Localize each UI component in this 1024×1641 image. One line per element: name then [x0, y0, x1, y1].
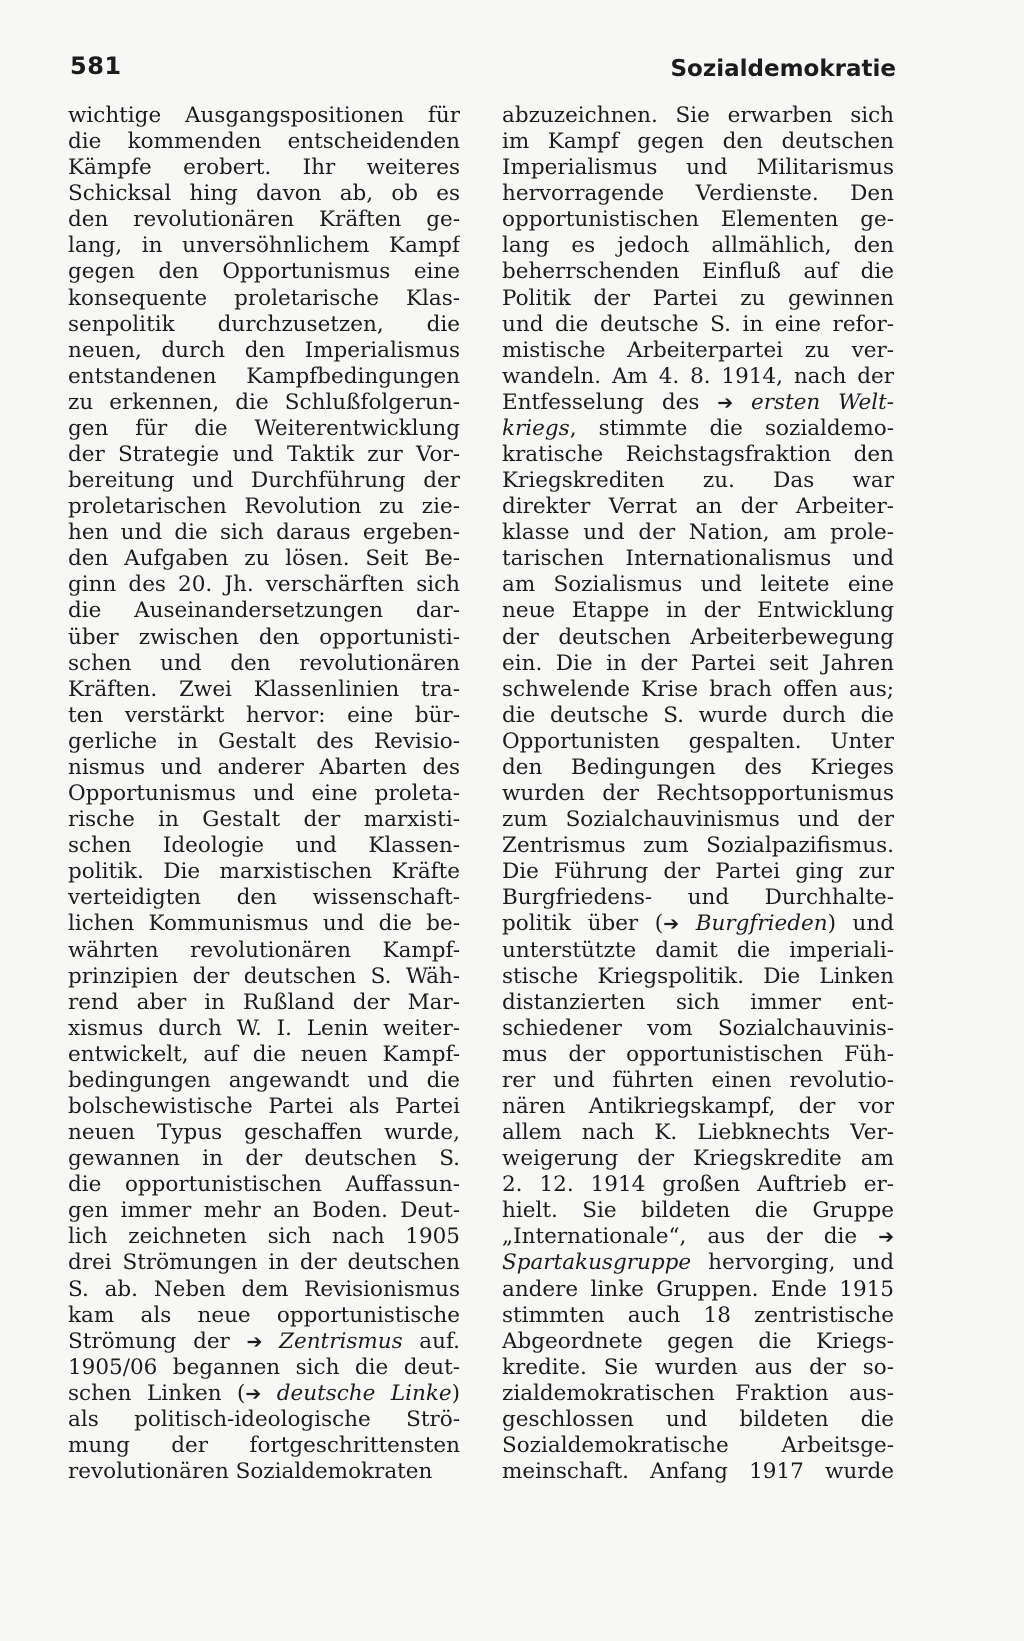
text-line: gewannen in der deutschen S. [68, 1146, 460, 1172]
cross-reference-spartakusgruppe[interactable]: Spartakusgruppe [502, 1250, 692, 1276]
text-line: mus der opportunistischen Füh- [502, 1041, 894, 1067]
text-line: proletarischen Revolution zu zie- [68, 494, 460, 520]
text-line: meinschaft. Anfang 1917 wurde [502, 1459, 894, 1485]
text-line: 2. 12. 1914 großen Auftrieb er- [502, 1172, 894, 1198]
text-line: als politisch-ideologische Strö- [68, 1406, 460, 1432]
text-line: entwickelt, auf die neuen Kampf- [68, 1041, 460, 1067]
text-line: schwelende Krise brach offen aus; [502, 676, 894, 702]
text-line: Sozialdemokratische Arbeitsge- [502, 1432, 894, 1458]
text-line: über zwischen den opportunisti- [68, 624, 460, 650]
cross-reference-ersten-weltkriegs[interactable]: kriegs [502, 415, 570, 441]
text-line: allem nach K. Liebknechts Ver- [502, 1120, 894, 1146]
text-line: ginn des 20. Jh. verschärften sich [68, 572, 460, 598]
text-line: ten verstärkt hervor: eine bür- [68, 702, 460, 728]
text-line: konsequente proletarische Klas- [68, 285, 460, 311]
text-line: xismus durch W. I. Lenin weiter- [68, 1015, 460, 1041]
text-line: die Auseinandersetzungen dar- [68, 598, 460, 624]
text-line: gen immer mehr an Boden. Deut- [68, 1198, 460, 1224]
text-line: unterstützte damit die imperiali- [502, 937, 894, 963]
text-line: lich zeichneten sich nach 1905 [68, 1224, 460, 1250]
text-line: geschlossen und bildeten die [502, 1406, 894, 1432]
text-line: revolutionären Sozialdemokraten [68, 1459, 433, 1485]
text-line: Die Führung der Partei ging zur [502, 859, 894, 885]
text-line: nismus und anderer Abarten des [68, 754, 460, 780]
text-line: direkter Verrat an der Arbeiter- [502, 494, 894, 520]
text-line: stische Kriegspolitik. Die Linken [502, 963, 894, 989]
text-line: Opportunismus und eine proleta- [68, 781, 460, 807]
text-line: opportunistischen Elementen ge- [502, 207, 894, 233]
text-line: ein. Die in der Partei seit Jahren [502, 650, 894, 676]
text-line: wichtige Ausgangspositionen für [68, 103, 460, 128]
text-line: stimmten auch 18 zentristische [502, 1302, 894, 1328]
text-line: distanzierten sich immer ent- [502, 989, 894, 1015]
cross-reference-arrow-icon: ➔ [246, 1330, 263, 1353]
cross-reference-burgfrieden[interactable]: Burgfrieden [695, 911, 828, 937]
text-line: zialdemokratischen Fraktion aus- [502, 1380, 894, 1406]
text-line: kam als neue opportunistische [68, 1302, 460, 1328]
text-line: schen und den revolutionären [68, 650, 460, 676]
text-line: der deutschen Arbeiterbewegung [502, 624, 894, 650]
text-fragment: , stimmte die sozialdemo- [569, 415, 894, 441]
cross-reference-zentrismus[interactable]: Zentrismus [279, 1328, 403, 1354]
cross-reference-ersten-weltkriegs[interactable]: ersten Welt- [751, 389, 894, 415]
text-line: hervorragende Verdienste. Den [502, 181, 894, 207]
text-line: 1905/06 begannen sich die deut- [68, 1354, 460, 1380]
text-line-with-reference [502, 1224, 894, 1250]
text-line: bereitung und Durchführung der [68, 468, 460, 494]
page-number: 581 [70, 52, 122, 80]
text-line: S. ab. Neben dem Revisionismus [68, 1276, 460, 1302]
text-line: im Kampf gegen den deutschen [502, 129, 894, 155]
text-line: lichen Kommunismus und die be- [68, 911, 460, 937]
text-line: wandeln. Am 4. 8. 1914, nach der [502, 363, 894, 389]
text-column-right [502, 103, 894, 1485]
text-line: hen und die sich daraus ergeben- [68, 520, 460, 546]
text-line: nären Antikriegskampf, der vor [502, 1093, 894, 1119]
cross-reference-arrow-icon: ➔ [663, 913, 680, 936]
text-fragment: politik über ( [502, 911, 664, 937]
text-fragment: schen Linken ( [68, 1380, 246, 1406]
text-line: weigerung der Kriegskredite am [502, 1146, 894, 1172]
text-fragment: ) und [827, 911, 894, 937]
text-fragment: „Internationale“, aus der die [502, 1224, 879, 1250]
text-column-left [68, 103, 460, 1485]
text-line: Kriegskrediten zu. Das war [502, 468, 894, 494]
text-line: mistische Arbeiterpartei zu ver- [502, 337, 894, 363]
text-line: neue Etappe in der Entwicklung [502, 598, 894, 624]
text-line: neuen, durch den Imperialismus [68, 337, 460, 363]
text-line: die opportunistischen Auffassun- [68, 1172, 460, 1198]
text-line: prinzipien der deutschen S. Wäh- [68, 963, 460, 989]
text-line: Opportunisten gespalten. Unter [502, 728, 894, 754]
text-line: mung der fortgeschrittensten [68, 1432, 460, 1458]
text-line: rer und führten einen revolutio- [502, 1067, 894, 1093]
text-line: entstandenen Kampfbedingungen [68, 363, 460, 389]
text-line: kratische Reichstagsfraktion den [502, 442, 894, 468]
text-line: bedingungen angewandt und die [68, 1067, 460, 1093]
cross-reference-arrow-icon: ➔ [717, 391, 734, 414]
text-line: am Sozialismus und leitete eine [502, 572, 894, 598]
text-line-with-reference [68, 1381, 460, 1407]
text-line: zum Sozialchauvinismus und der [502, 807, 894, 833]
text-line: verteidigten den wissenschaft- [68, 885, 460, 911]
text-fragment: auf. [402, 1328, 460, 1354]
text-line: Burgfriedens- und Durchhalte- [502, 885, 894, 911]
text-line: Zentrismus zum Sozialpazifismus. [502, 833, 894, 859]
text-line: beherrschenden Einfluß auf die [502, 259, 894, 285]
text-line-with-reference [502, 911, 894, 937]
text-line: politik. Die marxistischen Kräfte [68, 859, 460, 885]
text-line-with-reference [502, 390, 894, 416]
text-line: Kräften. Zwei Klassenlinien tra- [68, 676, 460, 702]
text-fragment: Strömung der [68, 1328, 247, 1354]
text-line: neuen Typus geschaffen wurde, [68, 1120, 460, 1146]
text-line: Abgeordnete gegen die Kriegs- [502, 1328, 894, 1354]
text-line: gen für die Weiterentwicklung [68, 415, 460, 441]
text-line: Politik der Partei zu gewinnen [502, 285, 894, 311]
text-line: die kommenden entscheidenden [68, 129, 460, 155]
text-line: gerliche in Gestalt des Revisio- [68, 728, 460, 754]
text-fragment: Entfesselung des [502, 389, 718, 415]
text-line: andere linke Gruppen. Ende 1915 [502, 1276, 894, 1302]
text-fragment: hervorging, und [691, 1250, 894, 1276]
text-line: rische in Gestalt der marxisti- [68, 807, 460, 833]
text-line-with-reference [502, 1250, 894, 1276]
text-line-with-reference [502, 416, 894, 442]
text-line: zu erkennen, die Schlußfolgerun- [68, 389, 460, 415]
text-line: rend aber in Rußland der Mar- [68, 989, 460, 1015]
text-line: hielt. Sie bildeten die Gruppe [502, 1198, 894, 1224]
text-fragment: ) [451, 1380, 460, 1406]
text-line: schen Ideologie und Klassen- [68, 833, 460, 859]
cross-reference-arrow-icon: ➔ [878, 1226, 894, 1249]
text-line: lang, in unversöhnlichem Kampf [68, 233, 460, 259]
cross-reference-deutsche-linke[interactable]: deutsche Linke [276, 1380, 452, 1406]
text-line: Imperialismus und Militarismus [502, 155, 894, 181]
running-head: Sozialdemokratie [670, 56, 896, 82]
text-line: lang es jedoch allmählich, den [502, 233, 894, 259]
text-line: drei Strömungen in der deutschen [68, 1250, 460, 1276]
text-line: senpolitik durchzusetzen, die [68, 311, 460, 337]
text-line: Kämpfe erobert. Ihr weiteres [68, 155, 460, 181]
cross-reference-arrow-icon: ➔ [245, 1382, 262, 1405]
text-line: der Strategie und Taktik zur Vor- [68, 442, 460, 468]
text-line: kredite. Sie wurden aus der so- [502, 1354, 894, 1380]
text-line: klasse und der Nation, am prole- [502, 520, 894, 546]
text-line: schiedener vom Sozialchauvinis- [502, 1015, 894, 1041]
text-line: den Bedingungen des Krieges [502, 754, 894, 780]
text-line: wurden der Rechtsopportunismus [502, 781, 894, 807]
text-line: bolschewistische Partei als Partei [68, 1093, 460, 1119]
text-line: und die deutsche S. in eine refor- [502, 311, 894, 337]
text-line: gegen den Opportunismus eine [68, 259, 460, 285]
text-line: den Aufgaben zu lösen. Seit Be- [68, 546, 460, 572]
text-line: Schicksal hing davon ab, ob es [68, 181, 460, 207]
text-line: währten revolutionären Kampf- [68, 937, 460, 963]
text-line: tarischen Internationalismus und [502, 546, 894, 572]
text-line: den revolutionären Kräften ge- [68, 207, 460, 233]
text-line: die deutsche S. wurde durch die [502, 702, 894, 728]
text-line-with-reference [68, 1329, 460, 1355]
text-line: abzuzeichnen. Sie erwarben sich [502, 103, 894, 128]
